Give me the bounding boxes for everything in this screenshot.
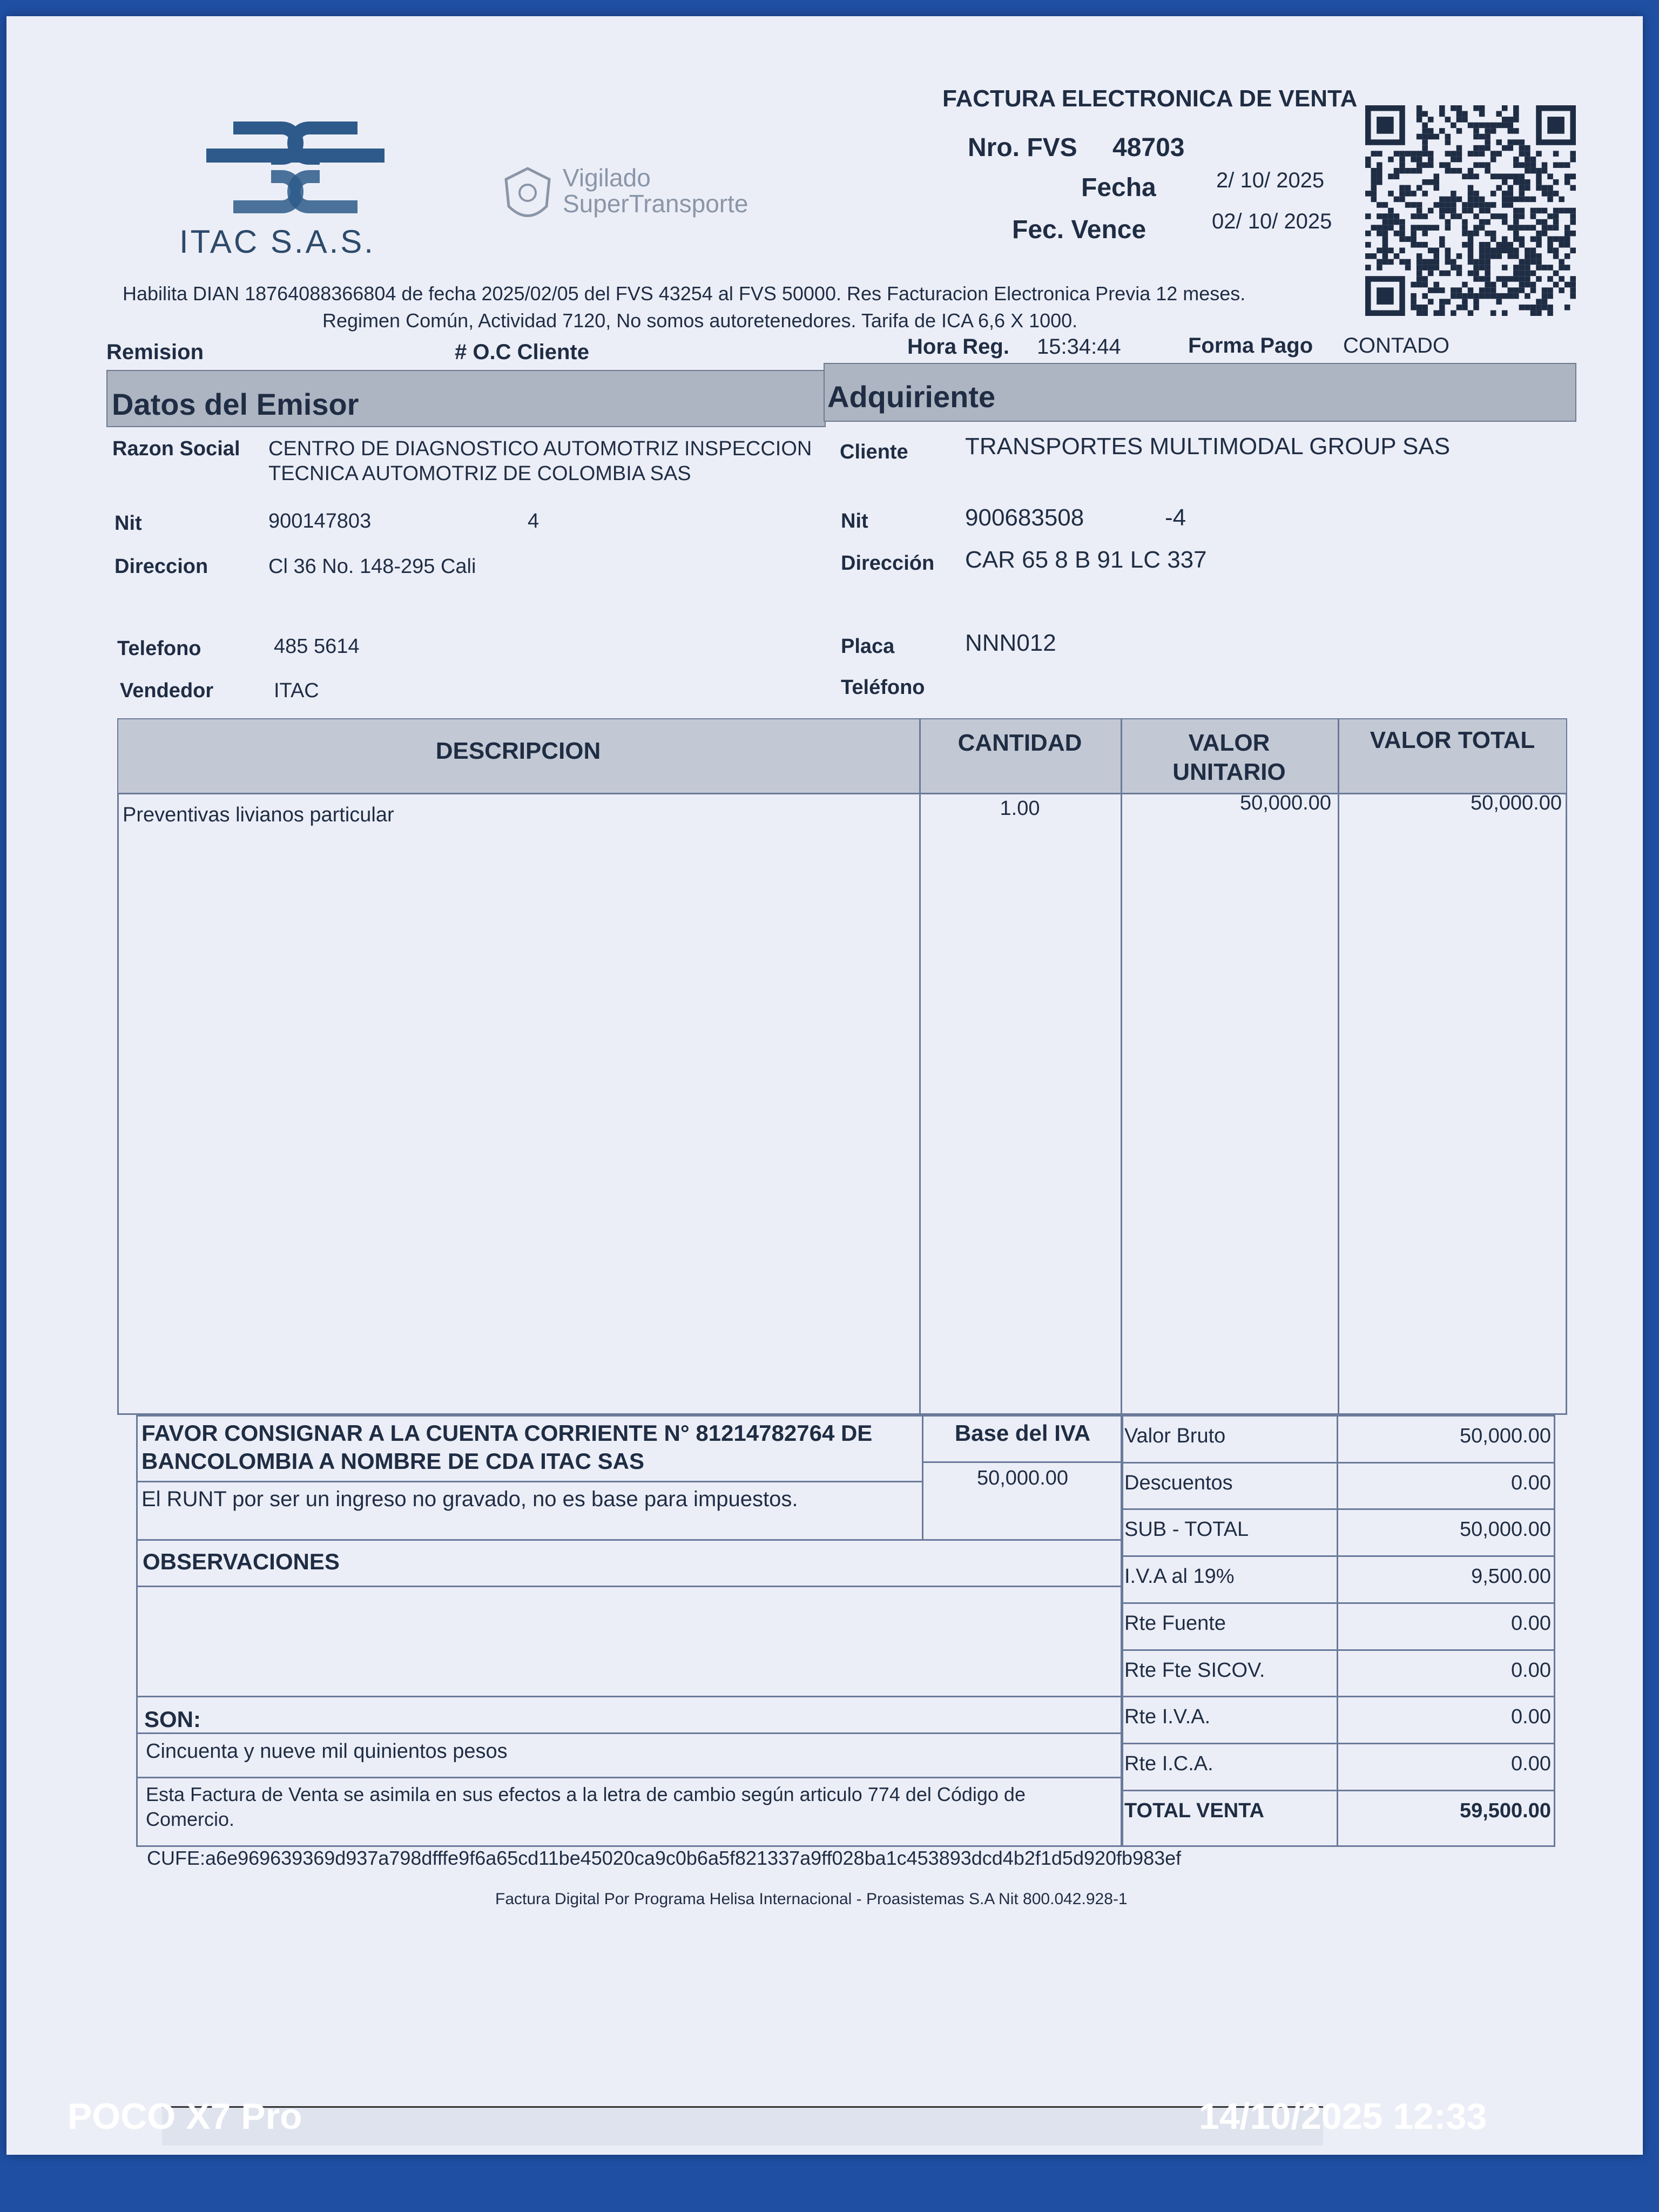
son-value: Cincuenta y nueve mil quinientos pesos (146, 1740, 508, 1763)
placa-value: NNN012 (965, 630, 1056, 656)
item-valor-total: 50,000.00 (1470, 792, 1562, 814)
vigilado-label: Vigilado (563, 164, 651, 192)
adquiriente-direccion-value: CAR 65 8 B 91 LC 337 (965, 547, 1207, 573)
letra-divider (136, 1777, 1123, 1778)
totals-value: 50,000.00 (1459, 1518, 1551, 1541)
emisor-nit-dv: 4 (528, 510, 539, 532)
consignar-divider (136, 1481, 922, 1482)
adquiriente-nit-label: Nit (841, 510, 868, 532)
forma-pago-value: CONTADO (1343, 334, 1450, 358)
cliente-value: TRANSPORTES MULTIMODAL GROUP SAS (965, 433, 1451, 460)
totals-row-divider (1121, 1743, 1555, 1744)
item-descripcion: Preventivas livianos particular (123, 804, 394, 826)
remision-label: Remision (106, 340, 204, 364)
valor-unitario-header-line1: VALOR (1188, 730, 1270, 756)
totals-label: Rte Fte SICOV. (1124, 1658, 1265, 1682)
hora-reg-value: 15:34:44 (1037, 335, 1121, 359)
totals-value: 0.00 (1511, 1471, 1551, 1494)
totals-value: 0.00 (1511, 1658, 1551, 1682)
vendedor-value: ITAC (274, 679, 319, 702)
itac-logo-icon (201, 111, 390, 224)
totals-label: Descuentos (1124, 1471, 1233, 1494)
adquiriente-nit-dv: -4 (1165, 504, 1186, 531)
due-date-value: 02/ 10/ 2025 (1212, 210, 1332, 233)
runt-divider (136, 1539, 1123, 1541)
hora-reg-label: Hora Reg. (907, 335, 1009, 359)
vendedor-label: Vendedor (120, 679, 214, 702)
totals-label: Valor Bruto (1124, 1425, 1226, 1447)
totals-value: 59,500.00 (1459, 1799, 1551, 1822)
regime-text: Regimen Común, Actividad 7120, No somos autoretenedores. Tarifa de ICA 6,6 X 1000. (322, 309, 1078, 332)
item-cantidad: 1.00 (1000, 797, 1040, 820)
consignar-line2: BANCOLOMBIA A NOMBRE DE CDA ITAC SAS (141, 1448, 644, 1474)
totals-row-divider (1121, 1555, 1555, 1557)
due-date-label: Fec. Vence (1012, 215, 1147, 244)
supertransporte-label: SuperTransporte (563, 190, 748, 218)
totals-value: 9,500.00 (1471, 1565, 1551, 1588)
cliente-label: Cliente (840, 441, 908, 463)
emisor-telefono-label: Telefono (117, 637, 201, 660)
son-label: SON: (144, 1707, 201, 1732)
camera-watermark-device: POCO X7 Pro (68, 2096, 302, 2137)
totals-label: Rte Fuente (1124, 1611, 1226, 1635)
totals-label: I.V.A al 19% (1124, 1565, 1235, 1588)
invoice-number-label: Nro. FVS (968, 133, 1077, 162)
invoice-paper (6, 16, 1643, 2155)
totals-value: 0.00 (1511, 1752, 1551, 1775)
observaciones-label: OBSERVACIONES (143, 1549, 340, 1574)
valor-unitario-header-line2: UNITARIO (1172, 759, 1286, 785)
software-credit: Factura Digital Por Programa Helisa Internacional - Proasistemas S.A Nit 800.042.928-1 (495, 1890, 1128, 1908)
letra-cambio-line2: Comercio. (146, 1808, 235, 1830)
totals-label: Rte I.V.A. (1124, 1705, 1211, 1729)
descripcion-header: DESCRIPCION (435, 738, 601, 764)
emisor-direccion-value: Cl 36 No. 148-295 Cali (268, 555, 476, 578)
qr-code-icon (1365, 105, 1576, 316)
adquiriente-direccion-label: Dirección (841, 552, 935, 575)
col-divider-2 (1121, 718, 1122, 1415)
colombia-shield-icon (498, 163, 557, 228)
valor-total-header: VALOR TOTAL (1370, 727, 1535, 753)
invoice-number: 48703 (1112, 133, 1185, 162)
totals-row-divider (1121, 1602, 1555, 1604)
razon-social-label: Razon Social (112, 437, 240, 460)
runt-note: El RUNT por ser un ingreso no gravado, no es base para impuestos. (141, 1487, 798, 1511)
totals-row-divider (1121, 1790, 1555, 1791)
observaciones-divider (136, 1586, 1123, 1587)
totals-value: 0.00 (1511, 1705, 1551, 1729)
col-divider-3 (1338, 718, 1339, 1415)
totals-label: TOTAL VENTA (1124, 1799, 1264, 1822)
letra-cambio-line1: Esta Factura de Venta se asimila en sus efectos a la letra de cambio según articulo 774 del Código de (146, 1783, 1026, 1805)
adquiriente-section-title: Adquiriente (827, 380, 996, 414)
date-value: 2/ 10/ 2025 (1216, 168, 1325, 192)
placa-label: Placa (841, 635, 895, 658)
adquiriente-nit-value: 900683508 (965, 504, 1084, 531)
emisor-section-title: Datos del Emisor (112, 387, 359, 421)
totals-row-divider (1121, 1508, 1555, 1510)
totals-value: 50,000.00 (1459, 1425, 1551, 1447)
base-iva-label: Base del IVA (954, 1420, 1091, 1446)
son-divider (136, 1732, 1123, 1734)
totals-value: 0.00 (1511, 1611, 1551, 1635)
invoice-title: FACTURA ELECTRONICA DE VENTA (942, 85, 1358, 112)
item-valor-unitario: 50,000.00 (1239, 792, 1331, 814)
date-label: Fecha (1081, 173, 1156, 202)
base-iva-value: 50,000.00 (976, 1467, 1069, 1489)
emisor-telefono-value: 485 5614 (274, 635, 360, 658)
consignar-line1: FAVOR CONSIGNAR A LA CUENTA CORRIENTE N° 81214782764 DE (141, 1420, 873, 1446)
totals-label: Rte I.C.A. (1124, 1752, 1213, 1775)
totals-row-divider (1121, 1462, 1555, 1464)
company-logo-text: ITAC S.A.S. (179, 224, 375, 260)
emisor-nit-label: Nit (114, 512, 142, 535)
totals-row-divider (1121, 1649, 1555, 1651)
cantidad-header: CANTIDAD (957, 730, 1082, 756)
camera-watermark-timestamp: 14/10/2025 12:33 (1199, 2096, 1487, 2137)
cufe-code: CUFE:a6e969639369d937a798dfffe9f6a65cd11be45020ca9c0b6a5f821337a9ff028ba1c453893dcd4b2f1d5d920fb983ef (147, 1847, 1182, 1869)
son-top-divider (136, 1696, 1123, 1697)
oc-client-label: # O.C Cliente (455, 340, 589, 364)
totals-label: SUB - TOTAL (1124, 1518, 1249, 1541)
adquiriente-telefono-label: Teléfono (841, 676, 925, 699)
emisor-direccion-label: Direccion (114, 555, 208, 578)
dian-habilitation-text: Habilita DIAN 18764088366804 de fecha 2025/02/05 del FVS 43254 al FVS 50000. Res Facturacion Electronica Previa 12 meses. (123, 282, 1246, 305)
base-iva-label-divider (922, 1461, 1123, 1463)
razon-social-line2: TECNICA AUTOMOTRIZ DE COLOMBIA SAS (268, 462, 691, 485)
totals-row-divider (1121, 1696, 1555, 1697)
razon-social-line1: CENTRO DE DIAGNOSTICO AUTOMOTRIZ INSPECCION (268, 437, 812, 460)
col-divider-1 (919, 718, 921, 1415)
forma-pago-label: Forma Pago (1188, 334, 1313, 358)
next-sheet-strip (162, 2106, 1323, 2146)
emisor-nit-value: 900147803 (268, 510, 372, 532)
